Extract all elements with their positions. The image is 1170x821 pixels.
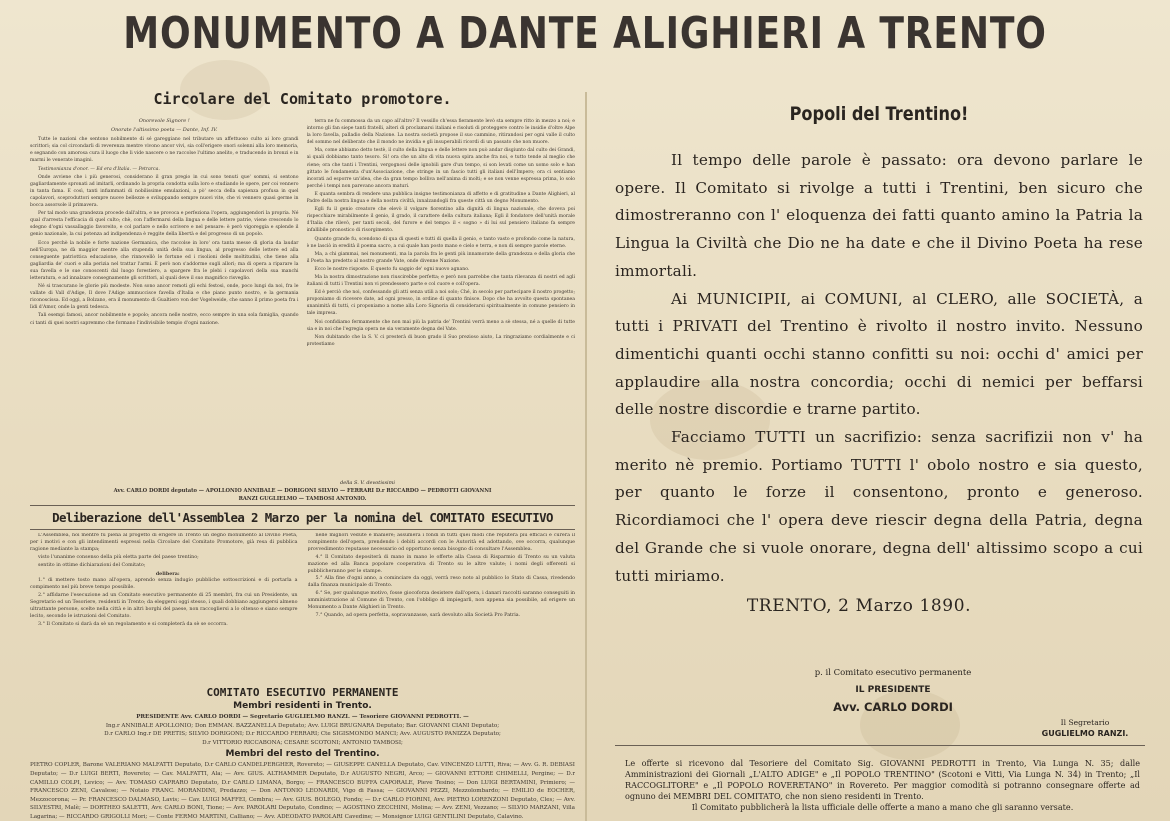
paragraph: Ma la nostra dimostrazione non riuscirebbe perfetta; e però non parrebbe che tanta rilevanza di nostri ed agli italiani di tutti i Trentini non vi prendessero parte e col cuore e coll'opera. (306, 274, 575, 288)
paragraph: 4.° Il Comitato depositerà di mano in mano le offerte alla Cassa di Risparmio di Trento su un valuta mazione ed alla Banca popolare cooperativa di Trento su le altre valute; i nomi degli offerenti si pubblicheranno per le stampe. (307, 554, 575, 574)
paragraph: Onde avviene che i più generosi, considerano il gran pregio in cui sono tenuti que' sommi, si sentono gagliardamente spronati ad imitarli, ordinando la propria condotta sulla loro e studiando le opere, per coi vennero in tanta fama. E così, tanti infiammati di nobilissime emulazioni, a pò' secca della sapienza profusa in quel capolavori, sceproduttori sempre nuove bellezze e sviluppando sempre nuovi vite, che vi vennero quasi germe in bocca assorsole il primavera. (30, 174, 299, 209)
residenti-line: Ing.r ANNIBALE APOLLONIO; Don EMMAN. BAZZANELLA Deputato; Avv. LUIGI BRUGNARA Deputato; Bar. GIOVANNI CIANI Deputato; (105, 722, 500, 729)
signatories-line-1: Avv. CARLO DORDI deputato — APOLLONIO ANNIBALE — DORIGONI SILVIO — FERRARI D.r RICCARDO — PEDROTTI GIOVANNI (113, 488, 492, 494)
divider (615, 745, 1145, 746)
segretario-label: Il Segretario (1060, 718, 1110, 727)
paragraph: Ma, come abbiamo detto testè, il culto della lingua e delle lettere non può andar disgiunto dal culto dei Grandi, ai quali dobbiamo tanto tesoro. Si! ora che un alto di vita nuova spira anche fra noi, e tutto tende al meglio che viene; ora che tanti i Trentini, vergognosi delle ignobili gare d'un tempo, si son levati come un uomo solo e han gittato le fondamenta d'un'Associazione, che stringe in un fascio tutti gli italiani dell'Impero; ora ci sentiamo incorati ad esporre un'idea, che da gran tempo bolliva nell'anima di molti; e se non venne espressa prima, lo solo perché i tempi non parevano ancora maturi. (306, 148, 575, 189)
paragraph: Ecco le nostre risposte. E questo fu saggio de' ogni nuovo agnano. (314, 266, 470, 272)
divider (30, 529, 575, 530)
residenti-heading: Membri residenti in Trento. (233, 701, 372, 711)
paragraph: Né si trascurano le glorie più modeste. Non sono ancor remoti gli echi festosi, onde, poco lungi da noi, fra le vallate di Vall d'Adige, Il dove l'Adige ammuccisce favella d'Italia e che piano punto nostro, e la germania riconoscissa. Ed oggi, a Bolzano, era il monumento di Gualtiero von der Vogelweide, che sanno il primo poeta fra i lìdi d'Amor, onde la genti tedesca. (30, 284, 299, 311)
salutation: Onorevole Signore ! (138, 118, 190, 124)
paragraph: Per tal modo una grandezza procede dall'altra, e ne provoca e perfeziona l'opera, aggiungendori la propria. Né qual d'arresta l'efficacia di quel culto; chè, con l'affermarsi della lingua e delle lettere patrie, viene crescendo lo sdegno d'ogni vassallaggio favoreito, e col parlare e nello scrivere e nel pensare: è però vigoreggia e splende il genio nazionale, la cui potenza ad indipendenza è reggite della libertà e del progresso di un popolo. (30, 211, 299, 238)
note-text: Le offerte si ricevono dal Tesoriere del Comitato Sig. GIOVANNI PEDROTTI in Trento, Via Lunga N. 35; dalle Amministrazioni dei Giornali „L'ALTO ADIGE" e „Il POPOLO TRENTINO" (Scotoni e Vitti, Via Lunga N. 34) in Trento; „Il RACCOGLITORE" e „Il POPOLO ROVERETANO" in Rovereto. Per maggior comodità si potranno consegnare offerte ad ognuno dei MEMBRI DEL COMITATO, che non sieno residenti in Trento. (625, 758, 1140, 802)
proclama-paragraph-1: Il tempo delle parole è passato: ora devono parlare le opere. Il Comitato si rivolge a tutti i Trentini, ben sicuro che dimostreranno con l' eloquenza dei fatti quanto amino la Patria la Lingua la Civiltà che Dio ne ha date e che il Divino Poeta ha rese immortali. (615, 151, 1143, 280)
residenti-line: D.r VITTORIO RICCABONA; CESARE SCOTONI; ANTONIO TAMBOSI; (202, 739, 403, 746)
segretario-name: GUGLIELMO RANZI. (1041, 729, 1129, 738)
right-panel (605, 100, 1153, 821)
paragraph: terra ne fu commossa da un capo all'altro? Il vessillo ch'essa fieramente levò sta sempre ritto in mezzo a noi; e intorno gli fan siepe tanti fratelli, alteri di proclamarsi italiani e risoluti di proteggere contro le insidie d'oltre Alpe la loro favella, palladio della Nazione. La nostra società propose il suo cammino, ritirandosi per ogni valle il culto del sommo nel deliberato che il mondo ne invidia e gli insuperabili ricordi di un passato che non muore. (306, 119, 575, 146)
resto-list: PIETRO COPLER, Barone VALERIANO MALFATTI Deputato, D.r CARLO CANDELPERGHER, Rovereto; — GIUSEPPE CANELLA Deputato, Cav. VINCENZO LUTTI, Riva; — Avv. G. R. DEBIASI Deputato; — D.r LUIGI BERTI, Rovereto; — Cav. MALFATTI, Ala; — Avv. GIUS. ALTHAMMER Deputato, D.r AUGUSTO NEGRI, Arco; — GIOVANNI ETTORE CHIMELLI, Pergine; — D.r CAMILLO COLPI, Levico; — Avv. TOMASO CAPRARO Deputato, D.r CARLO LIMANA, Borgo; — FRANCESCO BUFFA CAPORALE, Pieve Tesino; — Don LUIGI BERTAMINI, Primiero; — FRANCESCO ZENI, Cavalese; — Notaio FRANC. MORANDINI, Predazzo; — Don ANTONIO LEONARDI, Vigo di Fassa; — GIOVANNI PEZZI, Mezzolombardo; — EMILIO de EOCHER, Mezzocorona; — Pr. FRANCESCO DALMASO, Lavis; — Cav. LUIGI MAFFEI, Cembra; — Avv. GIUS. BOLEGO, Fondo; — D.r CARLO FIORINI, Avv. PIETRO LORENZONI Deputato, Cles; — Avv. SILVESTRI, Malè; — DORTHEO SALETTI, Avv. CARLO BONI, Tione; — Avv. PAROLARI Deputato, Condino; — AGOSTINO ZECCHINI, Molina; — Avv. ZENI, Vezzano; — SILVIO MARZANI, Villa Lagarina; — RICCARDO GRIGOLLI Mori; — Conte FERMO MARTINI, Calliano; — Avv. ADEODATO PAROLARI Cavedine; — Monsignor LUIGI GENTILINI Deputato, Calavino. (30, 762, 575, 820)
presidente-label: IL PRESIDENTE (855, 685, 931, 695)
paragraph: Tali esempi famosi, ancor nobilmente e popolo; ancora nelle nostre, ecco sempre in una sola famiglia, quando ci tanti di quei nostri sapremmo che formano l'indivisibile tempio d'ogni nazione. (30, 313, 299, 326)
proclama-paragraph-2: Ai MUNICIPII, ai COMUNI, al CLERO, alle SOCIETÀ, a tutti i PRIVATI del Trentino è rivolto il nostro invito. Nessuno dimentichi quanti occhi stanno confitti su noi: occhi d' amici per applaudire alla nostra concordia; occhi di nemici per beffarsi delle nostre discordie e trarne partito. (615, 289, 1143, 419)
signoff: della S. V. devotissimi (340, 480, 395, 486)
deliberazione-columns (30, 533, 575, 676)
deliberazione-title: Deliberazione dell'Assemblea 2 Marzo per la nomina del COMITATO ESECUTIVO (52, 510, 553, 525)
epigraph: Onorate l'altissimo poeta — Dante, Inf. IV. (110, 127, 218, 134)
circolare-column-1 (30, 118, 299, 478)
paragraph: sentito in ottime dichiarazioni del Comitato; (38, 562, 146, 568)
divider (30, 505, 575, 506)
paragraph: delibera: (155, 570, 180, 577)
circolare-title: Circolare del Comitato promotore. (153, 90, 452, 108)
paragraph: Non dubitando che la S. V. ci presterà di buon grado il Suo prezioso aiuto, La ringraziamo cordialmente e ci protestiamo (306, 334, 575, 347)
paragraph: 7.° Quando, ad opera perfetta, sopravanzasse, sarà devoluto alla Società Pro Patria. (315, 612, 521, 618)
paragraph: Testimonianza d'onor. — Ed era d'Italia. — Petrarca. (38, 166, 160, 172)
paragraph: Ma, a chi giammai, nei monumenti, ma la parola fra le genti più innamorate della grandezza e della gloria che il Poeta ha predetto al nostro grande Vate, onde divenne Nazione. (306, 251, 575, 264)
circolare-column-2 (307, 118, 576, 478)
paragraph: nelle migliori vedute e maniere; assumerà i fondi in tutti quei modi che reputerà più efficaci e curerà il compimento dell'opera, prendendo i debiti accordi con le Autorità ed adottando, ove occorra, qualunque provvedimento reputasse necessario od opportuno senza bisogno di consultare l'Assemblea. (307, 533, 575, 552)
paragraph: Ed è perciò che noi, confessando gli atti senza utili a noi solo; Ché, in secolo per partecipare il nostro progetto; proponiamo di ricevere date, ad ogni presso, in ordine di quanto finisce. Dopo che ha avvolto questa spontanea unanimità di tutti, ci proponiamo a nome alla Loro Signoria di considerarsi spiritualmente in comune pensiero in tale impresa. (306, 290, 575, 317)
presidente-name: Avv. CARLO DORDI (833, 700, 953, 714)
paragraph: visto l'unanime consenso della più eletta parte del paese trentino; (38, 554, 199, 560)
residenti-line: PRESIDENTE Avv. CARLO DORDI — Segretario GUGLIELMO RANZI. — Tesoriere GIOVANNI PEDROTTI. — (136, 714, 469, 720)
proclama-paragraph-3: Facciamo TUTTI un sacrifizio: senza sacrifizii non v' ha merito nè premio. Portiamo TUTTI l' obolo nostro e sia questo, per quanto le forze il consentono, pronto e generoso. Ricordiamoci che l' opera deve riescir degna della Patria, degna del Grande che si vuole onorare, degna dell' altissimo scopo a cui tutti miriamo. (615, 428, 1143, 585)
paragraph: E quanta sembra di rendere una pubblica insigne testimonianza di affetto e di gratitudine a Dante Alighieri, al Padre della nostra lingua e della nostra civiltà, innalzandogli fra queste città un degno Monumento. (306, 191, 575, 205)
poster-title: MONUMENTO A DANTE ALIGHIERI A TRENTO (123, 8, 1047, 59)
circolare-columns (30, 118, 575, 478)
deliberazione-column-2 (308, 533, 576, 676)
paragraph: Noi confidiamo fermamente che non mai più la patria de' Trentini verrà meno a sè stessa, né a quelle di tutte sia e in noi che l'egregia opera ne sia veramente degna del Vate. (306, 319, 575, 332)
residenti-line: D.r CARLO Ing.r DE PRETIS; SILVIO DORIGONI; D.r RICCARDO FERRARI; Cte SIGISMONDO MANCI; Avv. AUGUSTO PANIZZA Deputato; (104, 731, 501, 738)
residenti-list (30, 713, 575, 747)
fold-line (585, 92, 587, 821)
paragraph: 5.° Alla fine d'ogni anno, a cominciare da oggi, verrà reso noto al pubblico lo Stato di Cassa, rivedendo dalla finanza municipale di Trento. (307, 576, 575, 589)
paragraph: Egli fu il genio creatore che elevò il volgare fiorentino alla dignità di lingua nazionale, che doveva poi rispecchiare mirabilmente il genio, il grado, il carattere della cultura italiana; Egli il fondatore dell'unità morale d'Italia che rilevò, per tanti secoli, del furore e del tempo: il « sogno » di lui sul pensiero italiano fa sempre infallibile pronostico di risorgimento. (306, 207, 575, 234)
paragraph: Quanto grande fu, scendono di qua di questi e tutti di quella il genio, e tanto vasto e profondo come la natura, è ne lasciò in eredità il poema sacro, a cui quale han posto mano e cielo e terra, e non di sempre parole eterne. (306, 236, 575, 249)
resto-heading: Membri del resto del Trentino. (225, 749, 380, 760)
paragraph: 1.° di mettere tosto mano all'opera, aprendo senza indugio pubbliche sottoscrizioni e di portarla a compimento nel più breve tempo possibile. (30, 578, 298, 591)
segretario-block (1025, 718, 1145, 738)
proclama-title: Popoli del Trentino! (789, 103, 969, 125)
paragraph: L'Assemblea, noi mentre fu piena al progetto di erigere in Trento un degno monumento al Divino Poeta, per i motivi e con gli intendimenti espressi nella Circolare del Comitato Promotore, già resa di pubblica ragione mediante la stampa; (30, 533, 298, 552)
signatories-line-2: RANZI GUGLIELMO — TAMBOSI ANTONIO. (238, 496, 367, 502)
paragraph: 2.° affidarne l'esecuzione ad un Comitato esecutivo permanente di 25 membri, fra cui un Presidente, un Segretario ed un Tesoriere, residenti in Trento; da eleggersi oggi stesso, i quali dobbiano aggiungersi almeno ultrattante persone, scelte nella città e in altri borghi del paese, non raccogliersi a lo oltenso e siano sempre lecito, secondo le istruzioni del Comitato. (30, 593, 298, 619)
paragraph: 3.° Il Comitato si darà da sè un regolamento e si completerà da sè se occorra. (38, 621, 228, 627)
comitato-title: COMITATO ESECUTIVO PERMANENTE (206, 686, 399, 699)
date-line: TRENTO, 2 Marzo 1890. (746, 596, 972, 617)
presidente-block (783, 668, 1003, 714)
note-last: Il Comitato pubblicherà la lista ufficiale delle offerte a mano a mano che gli saranno versate. (691, 802, 1074, 813)
left-panel (30, 80, 575, 821)
deliberazione-column-1 (30, 533, 298, 676)
paragraph: Tutte le nazioni che sentono nobilmente di sé gareggiano nel tributare un affettuoso culto ai loro grandi scrittori; sia col circondarli di reverenza mentre vivono ancor vivi, sia coll'erigere onori solenni alla loro memoria, e segnando con amorosa cura il luogo che li vide nascere o ne raccolse l'ultimo anelito, e traducendo in bronzi e in marmi le venerate imagini. (30, 137, 299, 164)
per-comitato: p. il Comitato esecutivo permanente (814, 668, 972, 678)
paragraph: 6.° Se, per qualunque motivo, fosse giocoforza desistere dall'opera, i danari raccolti saranno conseguiti in amministrazione al Comune di Trento, con l'obbligo di impiegarli, non appena sia possibile, ad erigere un Monumento a Dante Alighieri in Trento. (307, 591, 575, 611)
offerte-note (625, 758, 1140, 813)
paragraph: Ecco perchè la nobile e forte nazione Germanica, che raccolse in loro' ora tanta messe di gloria da laudar nell'Europa, ne dà maggior mentre alla stupenda unità della sua lingua, al progresso delle lettere ed alla conseguente patriottica educazione, che rinnovellò le fortune ed i risolioni delle moltitudini, che tiene alla gagliardia de' cuori e alla perizia nel trattar l'armi. È però non s'addorme sugli allori; ma di opera a riparare la sua favella e le sue conoscenti dal luogo forestiero, a spargere fra le plebi i capolavori della sua manchi letteratura, e ad innalzare consegnamente gli scrittori, al quali deve il suo magnifico risveglio. (30, 240, 299, 281)
